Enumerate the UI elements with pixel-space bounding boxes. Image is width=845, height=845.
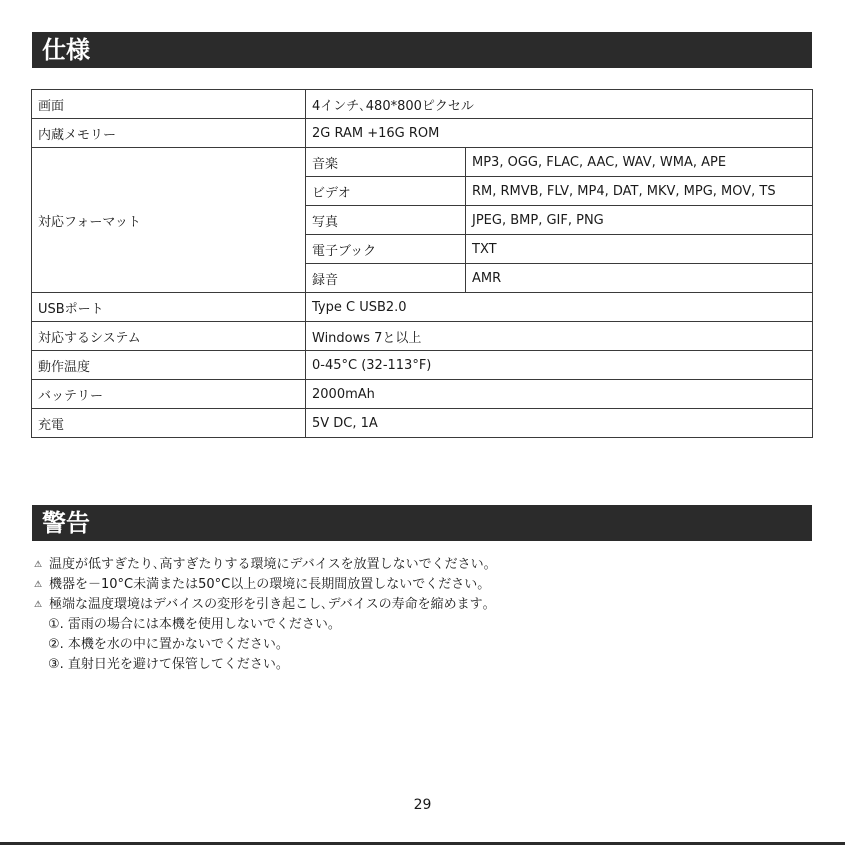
- format-type: 音楽: [306, 148, 466, 177]
- format-list: RM, RMVB, FLV, MP4, DAT, MKV, MPG, MOV, TS: [466, 177, 813, 206]
- spec-value: 5V DC, 1A: [306, 409, 813, 438]
- warning-text: 極端な温度環境はデバイスの変形を引き起こし､デバイスの寿命を縮めます｡: [49, 597, 490, 612]
- warning-item: [34, 555, 814, 575]
- table-row: [32, 293, 813, 322]
- format-type: 電子ブック: [306, 235, 466, 264]
- table-row: [32, 90, 813, 119]
- warning-sub-item: ②. 本機を水の中に置かないでください｡: [48, 637, 283, 652]
- table-row: [32, 380, 813, 409]
- warning-text: 機器を－10°C未満または50°C以上の環境に長期間放置しないでください｡: [49, 577, 484, 592]
- format-list: JPEG, BMP, GIF, PNG: [466, 206, 813, 235]
- warning-item: [34, 595, 814, 615]
- spec-value: 2000mAh: [306, 380, 813, 409]
- format-type: 録音: [306, 264, 466, 293]
- warning-section-title: 警告: [32, 505, 812, 541]
- format-list: TXT: [466, 235, 813, 264]
- spec-value: Type C USB2.0: [306, 293, 813, 322]
- spec-label: 動作温度: [32, 351, 306, 380]
- spec-value: 0-45°C (32-113°F): [306, 351, 813, 380]
- table-row: [32, 119, 813, 148]
- table-row: [32, 148, 813, 177]
- spec-section-title: 仕様: [32, 32, 812, 68]
- spec-label: 充電: [32, 409, 306, 438]
- format-type: 写真: [306, 206, 466, 235]
- warning-triangle-icon: ⚠: [34, 560, 43, 570]
- spec-label: バッテリー: [32, 380, 306, 409]
- warning-sub-item: ①. 雷雨の場合には本機を使用しないでください｡: [48, 617, 335, 632]
- format-list: AMR: [466, 264, 813, 293]
- table-row: [32, 351, 813, 380]
- spec-label: 画面: [32, 90, 306, 119]
- spec-table: [31, 89, 813, 438]
- warning-sub-item: ③. 直射日光を避けて保管してください｡: [48, 657, 283, 672]
- spec-label: 内蔵メモリー: [32, 119, 306, 148]
- warning-triangle-icon: ⚠: [34, 580, 43, 590]
- format-type: ビデオ: [306, 177, 466, 206]
- spec-value: 4インチ､480*800ピクセル: [306, 90, 813, 119]
- table-row: [32, 322, 813, 351]
- spec-label: 対応するシステム: [32, 322, 306, 351]
- page-number: 29: [413, 797, 432, 813]
- spec-value: Windows 7と以上: [306, 322, 813, 351]
- warning-text: 温度が低すぎたり､高すぎたりする環境にデバイスを放置しないでください｡: [49, 557, 491, 572]
- warning-list: [34, 555, 814, 675]
- table-row: [32, 409, 813, 438]
- spec-label: USBポート: [32, 293, 306, 322]
- warning-triangle-icon: ⚠: [34, 600, 43, 610]
- format-list: MP3, OGG, FLAC, AAC, WAV, WMA, APE: [466, 148, 813, 177]
- spec-value: 2G RAM +16G ROM: [306, 119, 813, 148]
- spec-label: 対応フォーマット: [32, 148, 306, 293]
- warning-item: [34, 575, 814, 595]
